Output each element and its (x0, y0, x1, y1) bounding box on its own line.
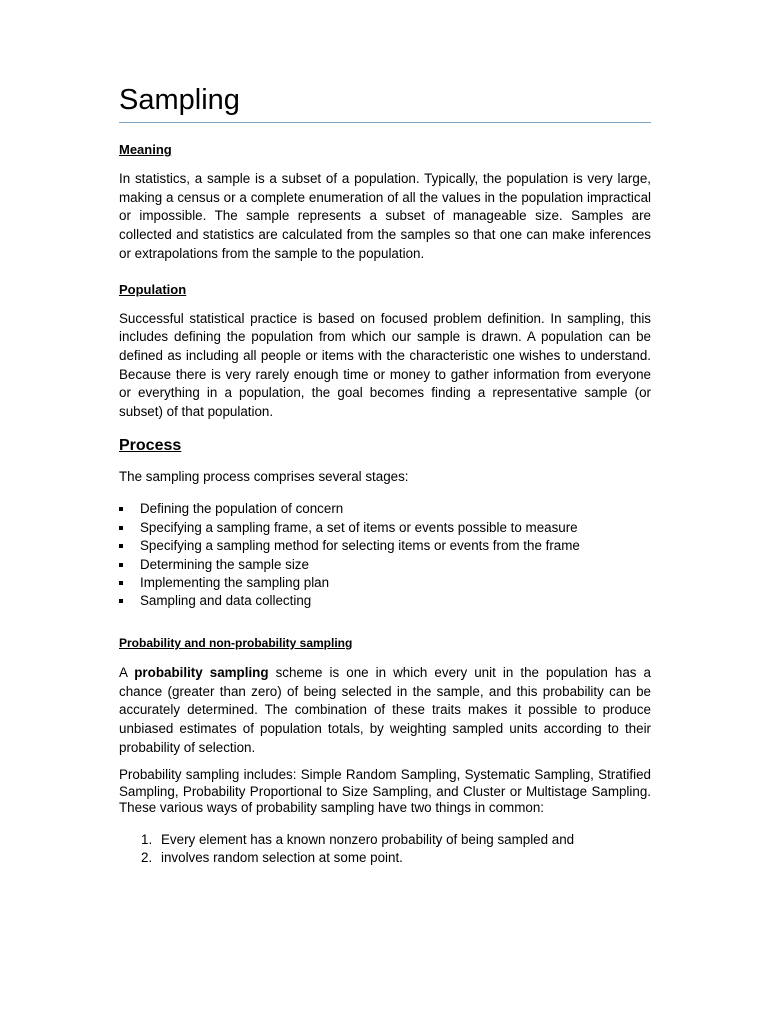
process-stages-list (119, 500, 651, 610)
population-paragraph: Successful statistical practice is based on focused problem definition. In sampling, this includes defining the population from which our sample is drawn. A population can be defined as including all people or items with the characteristic one wishes to understand. Because there is very rarely enough time or money to gather information from everyone or everything in a population, the goal becomes finding a representative sample (or subset) of that population. (119, 310, 651, 420)
list-item: 2. involves random selection at some point. (141, 849, 403, 865)
meaning-heading: Meaning (119, 142, 172, 157)
population-heading: Population (119, 281, 187, 297)
process-heading: Process (119, 436, 182, 454)
bullet-icon (119, 507, 123, 511)
probability-paragraph: A probability sampling scheme is one in which every unit in the population has a chance (greater than zero) of being selected in the sample, and this probability can be accurately determined. The combination of these traits makes it possible to produce unbiased estimates of population totals, by weighting sampled units according to their probability of selection. (119, 664, 651, 755)
list-item: Specifying a sampling method for selecting items or events from the frame (119, 537, 651, 555)
probability-types-paragraph: Probability sampling includes: Simple Random Sampling, Systematic Sampling, Stratified Sampling, Probability Proportional to Size Sampling, and Cluster or Multistage Sampling. These various ways of probability sampling have two things in common: (119, 767, 651, 816)
list-item: Sampling and data collecting (119, 592, 651, 610)
list-item: Defining the population of concern (119, 500, 651, 518)
process-intro: The sampling process comprises several stages: (119, 468, 409, 484)
probability-sampling-term: probability sampling (134, 664, 269, 680)
bullet-icon (119, 581, 123, 585)
list-item: Determining the sample size (119, 556, 651, 574)
list-item: 1. Every element has a known nonzero probability of being sampled and (141, 831, 575, 847)
list-item: Implementing the sampling plan (119, 574, 651, 592)
bullet-icon (119, 599, 123, 603)
list-item: Specifying a sampling frame, a set of items or events possible to measure (119, 519, 651, 537)
meaning-paragraph: In statistics, a sample is a subset of a population. Typically, the population is very large, making a census or a complete enumeration of all the values in the population impractical or impossible. The sample represents a subset of manageable size. Samples are collected and statistics are calculated from the samples so that one can make inferences or extrapolations from the sample to the population. (119, 171, 651, 261)
document-title: Sampling (119, 82, 651, 123)
common-traits-list (119, 831, 651, 867)
probability-heading: Probability and non-probability sampling (119, 635, 353, 650)
bullet-icon (119, 563, 123, 567)
bullet-icon (119, 544, 123, 548)
bullet-icon (119, 526, 123, 530)
